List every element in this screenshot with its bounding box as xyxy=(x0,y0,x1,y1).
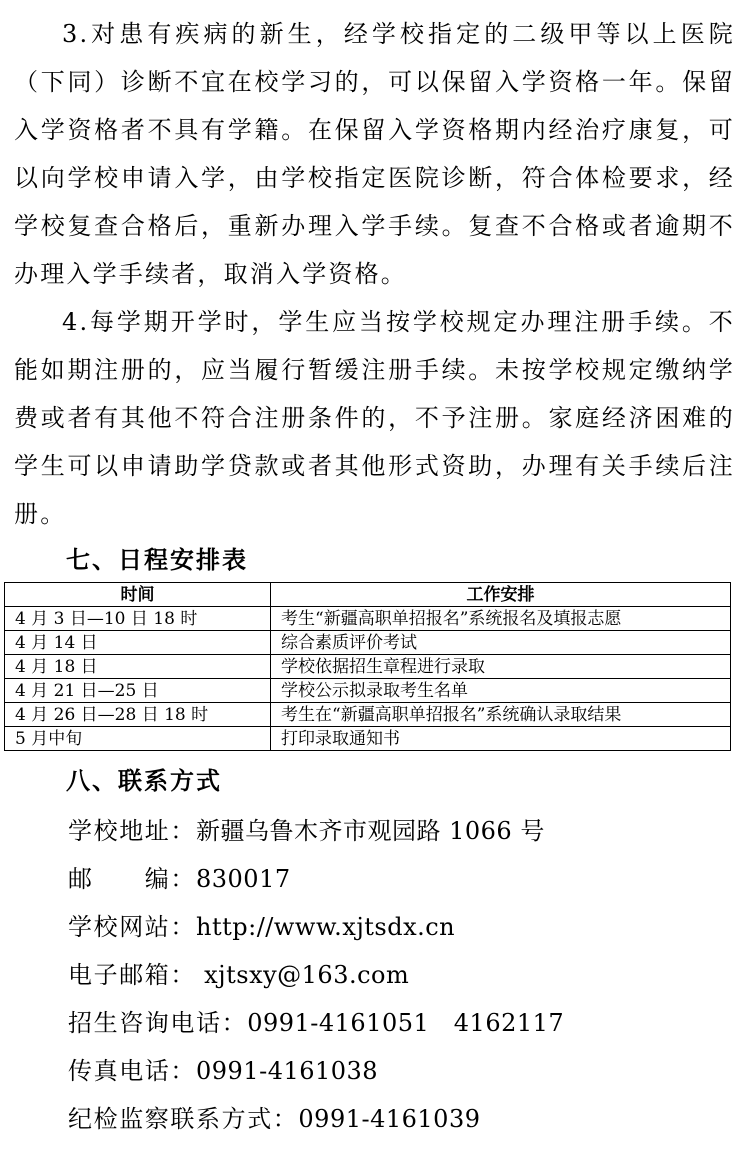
section-8-title: 八、联系方式 xyxy=(66,767,222,795)
row-task: 打印录取通知书 xyxy=(271,727,731,751)
row-time: 5 月中旬 xyxy=(5,727,271,751)
table-row xyxy=(5,703,731,727)
row-task: 学校公示拟录取考生名单 xyxy=(271,679,731,703)
contact-label: 学校网站： xyxy=(68,913,196,941)
header-task: 工作安排 xyxy=(271,583,731,607)
row-time: 4 月 26 日—28 日 18 时 xyxy=(5,703,271,727)
row-task: 综合素质评价考试 xyxy=(271,631,731,655)
paragraph-3: 3.对患有疾病的新生，经学校指定的二级甲等以上医院（下同）诊断不宜在校学习的，可以保留入学资格一年。保留入学资格者不具有学籍。在保留入学资格期内经治疗康复，可以向学校申请入学，由学校指定医院诊断，符合体检要求，经学校复查合格后，重新办理入学手续。复查不合格或者逾期不办理入学手续者，取消入学资格。 xyxy=(14,20,735,288)
contact-value: 新疆乌鲁木齐市观园路 1066 号 xyxy=(196,817,545,845)
contact-value: 0991-4161038 xyxy=(196,1057,379,1085)
table-row xyxy=(5,655,731,679)
row-time: 4 月 3 日—10 日 18 时 xyxy=(5,607,271,631)
contact-value: 830017 xyxy=(196,865,291,893)
contact-label: 学校地址： xyxy=(68,817,196,845)
contact-email xyxy=(14,951,735,999)
contact-label: 电子邮箱： xyxy=(68,961,196,989)
row-time: 4 月 18 日 xyxy=(5,655,271,679)
row-time: 4 月 14 日 xyxy=(5,631,271,655)
row-task: 考生“新疆高职单招报名”系统报名及填报志愿 xyxy=(271,607,731,631)
table-row xyxy=(5,679,731,703)
contact-label: 纪检监察联系方式： xyxy=(68,1105,299,1133)
contact-value: 0991-4161051 4162117 xyxy=(247,1009,565,1037)
table-header-row xyxy=(5,583,731,607)
body-text xyxy=(14,10,735,538)
contact-discipline-inspection xyxy=(14,1095,735,1143)
contact-value: xjtsxy@163.com xyxy=(196,961,410,989)
row-task: 学校依据招生章程进行录取 xyxy=(271,655,731,679)
row-task: 考生在“新疆高职单招报名”系统确认录取结果 xyxy=(271,703,731,727)
contact-address xyxy=(14,807,735,855)
contact-label: 邮 编： xyxy=(68,865,196,893)
contact-website xyxy=(14,903,735,951)
table-row xyxy=(5,631,731,655)
contact-label: 传真电话： xyxy=(68,1057,196,1085)
contact-label: 招生咨询电话： xyxy=(68,1009,248,1037)
paragraph-4: 4.每学期开学时，学生应当按学校规定办理注册手续。不能如期注册的，应当履行暂缓注册手续。未按学校规定缴纳学费或者有其他不符合注册条件的，不予注册。家庭经济困难的学生可以申请助学贷款或者其他形式资助，办理有关手续后注册。 xyxy=(14,308,735,528)
table-row xyxy=(5,607,731,631)
row-time: 4 月 21 日—25 日 xyxy=(5,679,271,703)
header-time: 时间 xyxy=(5,583,271,607)
schedule-table xyxy=(4,582,731,751)
contact-list xyxy=(14,807,735,1143)
contact-fax xyxy=(14,1047,735,1095)
section-7-title: 七、日程安排表 xyxy=(66,546,248,574)
table-row xyxy=(5,727,731,751)
contact-postcode xyxy=(14,855,735,903)
contact-admission-phone xyxy=(14,999,735,1047)
contact-value: http://www.xjtsdx.cn xyxy=(196,913,456,941)
contact-value: 0991-4161039 xyxy=(298,1105,481,1133)
